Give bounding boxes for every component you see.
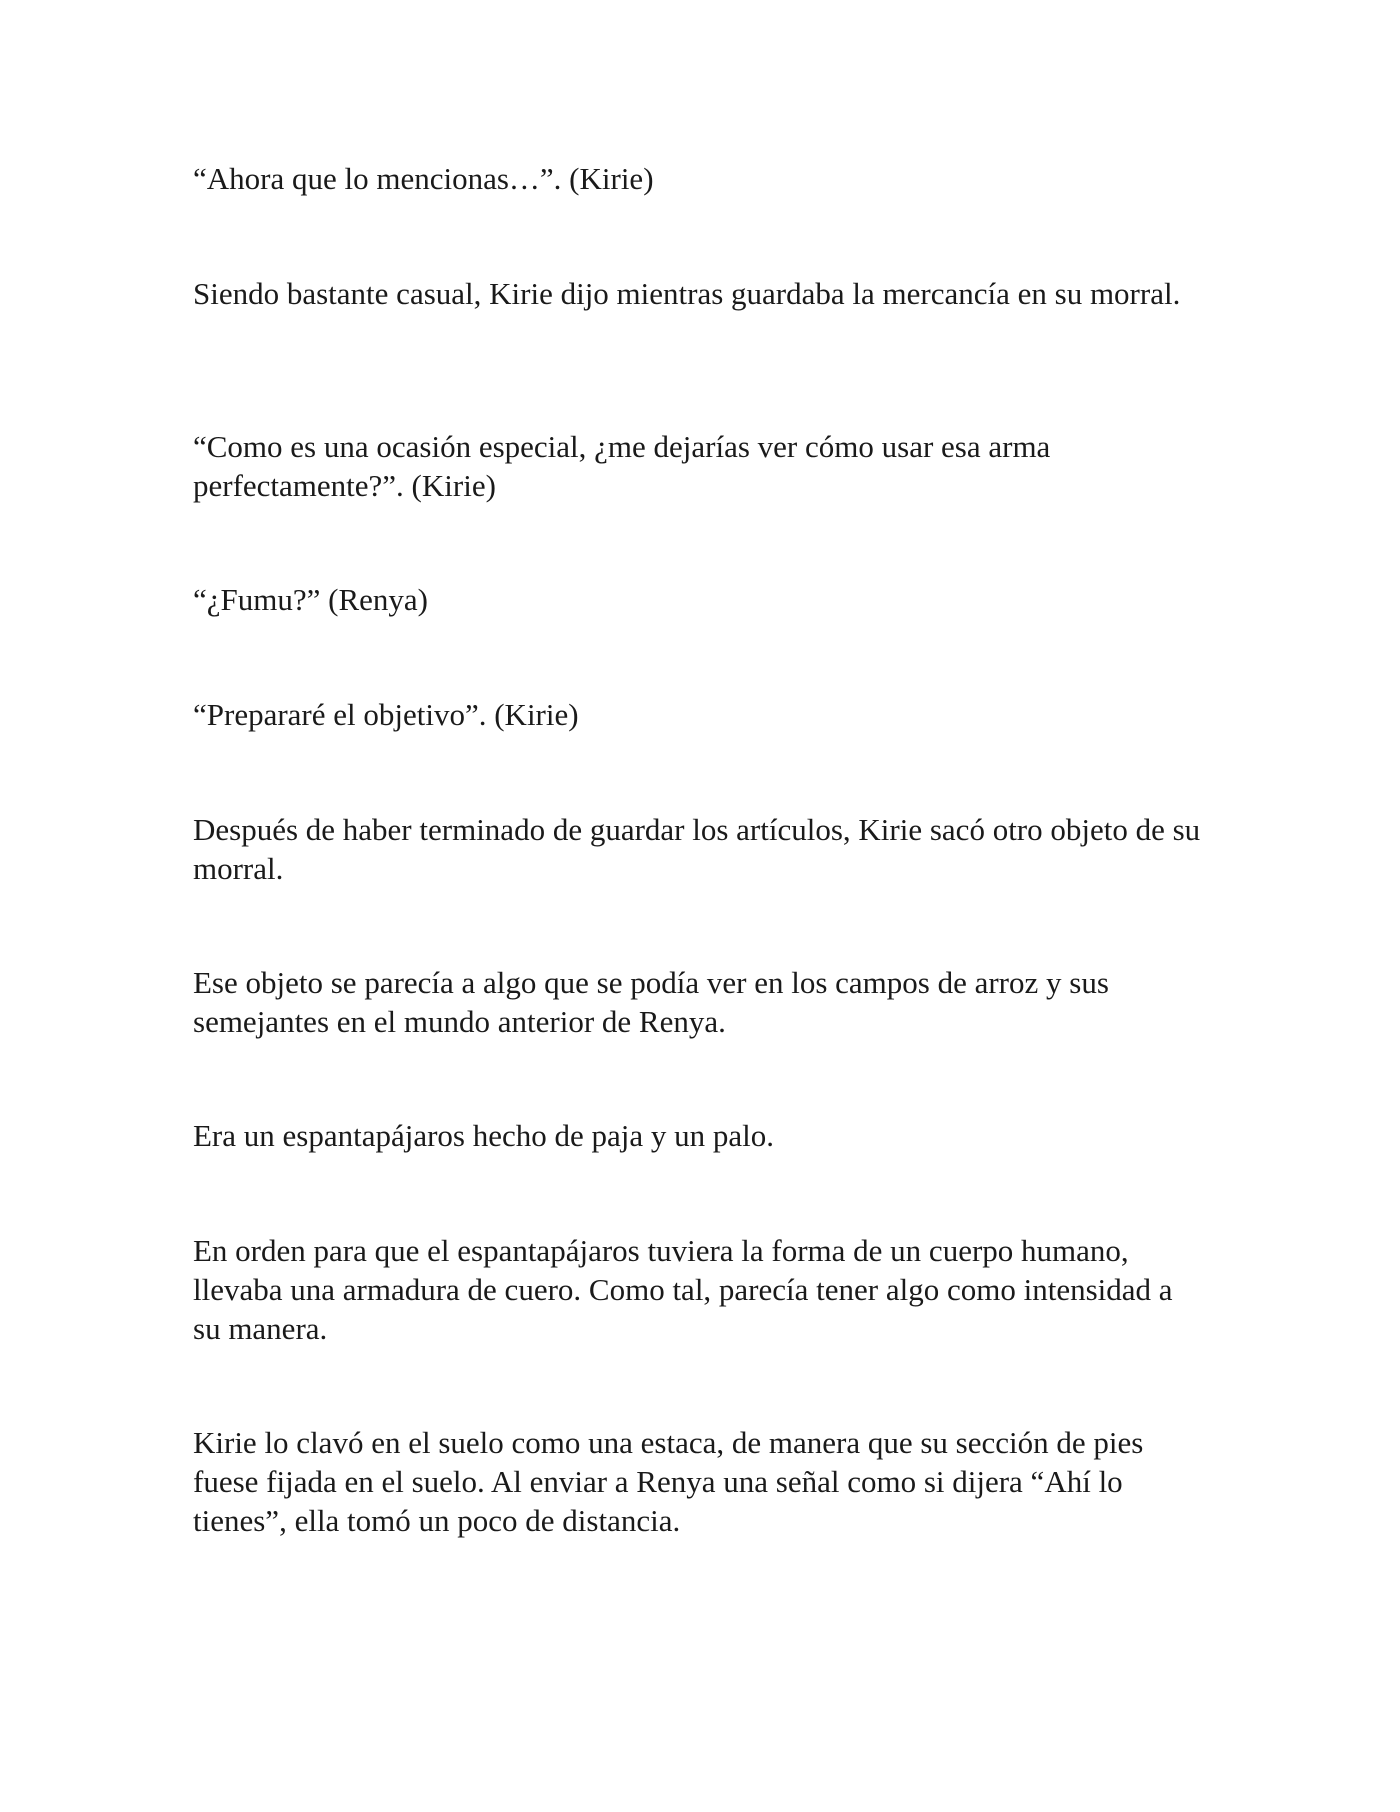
paragraph: “Como es una ocasión especial, ¿me dejarías ver cómo usar esa arma perfectamente?”. (Kirie) [193,429,1051,503]
paragraph: “Ahora que lo mencionas…”. (Kirie) [193,161,654,196]
paragraph: “Prepararé el objetivo”. (Kirie) [193,697,579,732]
paragraph: Ese objeto se parecía a algo que se podía ver en los campos de arroz y sus semejantes en el mundo anterior de Renya. [193,965,1109,1039]
paragraph: Después de haber terminado de guardar los artículos, Kirie sacó otro objeto de su morral. [193,812,1201,886]
paragraph: Siendo bastante casual, Kirie dijo mientras guardaba la mercancía en su morral. [193,276,1181,311]
paragraph: Kirie lo clavó en el suelo como una estaca, de manera que su sección de pies fuese fijada en el suelo. Al enviar a Renya una señal como si dijera “Ahí lo tienes”, ella tomó un poco de distancia. [193,1425,1144,1538]
paragraph: “¿Fumu?” (Renya) [193,582,428,617]
paragraph: En orden para que el espantapájaros tuviera la forma de un cuerpo humano, llevaba una armadura de cuero. Como tal, parecía tener algo como intensidad a su manera. [193,1233,1173,1346]
paragraph: Era un espantapájaros hecho de paja y un palo. [193,1118,775,1153]
